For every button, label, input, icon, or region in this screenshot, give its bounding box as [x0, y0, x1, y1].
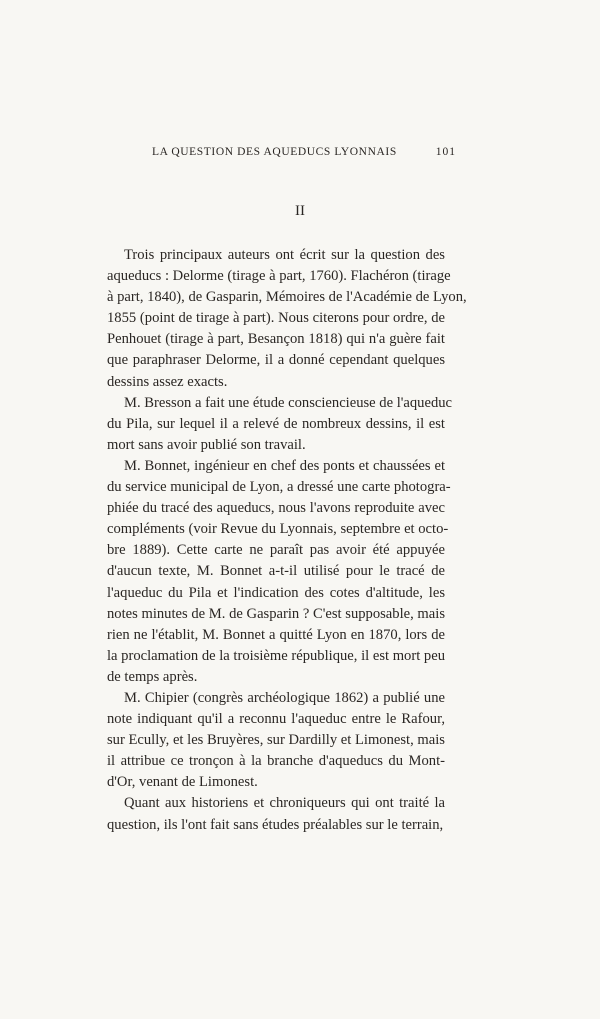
text-line: compléments (voir Revue du Lyonnais, septembre et octo- — [107, 521, 449, 538]
text-line: question, ils l'ont fait sans études préalables sur le terrain, — [107, 816, 444, 833]
text-line: dessins assez exacts. — [107, 373, 228, 390]
text-line: Penhouet (tirage à part, Besançon 1818) qui n'a guère fait — [107, 331, 445, 348]
body-text — [107, 245, 467, 836]
text-line: phiée du tracé des aqueducs, nous l'avons reproduite avec — [107, 500, 445, 517]
text-line: de temps après. — [107, 668, 198, 685]
section-number: II — [295, 203, 305, 219]
paragraph — [107, 456, 451, 688]
text-line: que paraphraser Delorme, il a donné cependant quelques — [107, 352, 445, 369]
text-line: à part, 1840), de Gasparin, Mémoires de l'Académie de Lyon, — [107, 289, 467, 306]
text-line: Quant aux historiens et chroniqueurs qui ont traité la — [124, 795, 445, 812]
paragraph — [107, 393, 453, 456]
text-line: notes minutes de M. de Gasparin ? C'est supposable, mais — [107, 605, 445, 622]
text-line: Trois principaux auteurs ont écrit sur la question des — [124, 247, 445, 263]
text-line: l'aqueduc du Pila et l'indication des cotes d'altitude, les — [107, 584, 445, 601]
text-line: du Pila, sur lequel il a relevé de nombreux dessins, il est — [107, 415, 445, 432]
text-line: mort sans avoir publié son travail. — [107, 436, 306, 453]
text-line: sur Ecully, et les Bruyères, sur Dardilly et Limonest, mais — [107, 732, 445, 749]
text-line: M. Bresson a fait une étude consciencieuse de l'aqueduc — [124, 394, 453, 411]
text-line: rien ne l'établit, M. Bonnet a quitté Lyon en 1870, lors de — [107, 626, 445, 643]
text-line: la proclamation de la troisième république, il est mort peu — [107, 647, 445, 664]
text-line: M. Chipier (congrès archéologique 1862) a publié une — [124, 689, 445, 706]
paragraph — [107, 793, 445, 835]
text-line: d'Or, venant de Limonest. — [107, 774, 258, 791]
text-line: bre 1889). Cette carte ne paraît pas avoir été appuyée — [107, 542, 445, 559]
text-line: M. Bonnet, ingénieur en chef des ponts et chaussées et — [124, 457, 445, 474]
paragraph — [107, 688, 445, 793]
paragraph — [107, 245, 467, 393]
text-line: d'aucun texte, M. Bonnet a-t-il utilisé pour le tracé de — [107, 563, 445, 580]
text-line: du service municipal de Lyon, a dressé une carte photogra- — [107, 479, 451, 496]
text-line: aqueducs : Delorme (tirage à part, 1760). Flachéron (tirage — [107, 268, 451, 285]
running-title: LA QUESTION DES AQUEDUCS LYONNAIS — [152, 146, 397, 158]
text-line: il attribue ce tronçon à la branche d'aqueducs du Mont- — [107, 753, 445, 770]
page-number: 101 — [435, 146, 456, 158]
text-line: note indiquant qu'il a reconnu l'aqueduc entre le Rafour, — [107, 711, 445, 728]
running-head — [152, 146, 456, 158]
text-line: 1855 (point de tirage à part). Nous citerons pour ordre, de — [107, 310, 445, 327]
